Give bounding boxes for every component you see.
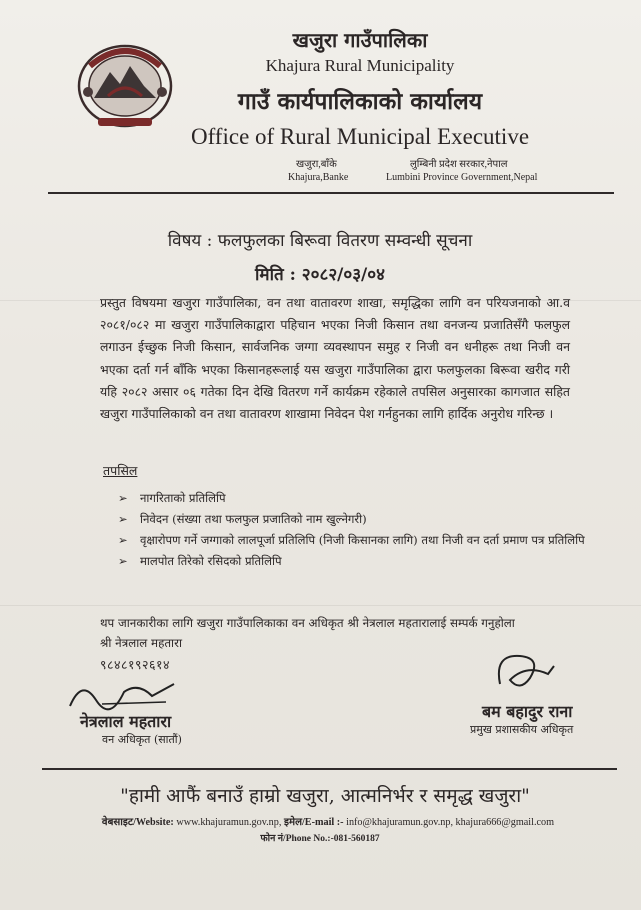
document-list	[118, 488, 588, 572]
municipality-name-english: Khajura Rural Municipality	[265, 56, 455, 75]
phone-number: -081-560187	[330, 834, 380, 844]
signatory-right-role: प्रमुख प्रशासकीय अधिकृत	[470, 723, 574, 736]
footer-slogan: "हामी आफैं बनाउँ हाम्रो खजुरा, आत्मनिर्भर र समृद्ध खजुरा"	[120, 785, 530, 807]
office-name-devanagari: गाउँ कार्यपालिकाको कार्यालय	[237, 88, 483, 115]
website-label: वेबसाइट/Website:	[101, 817, 174, 828]
phone-label: फोन नं/Phone No.:	[260, 834, 331, 844]
notice-subject: विषय : फलफुलका बिरूवा वितरण सम्वन्धी सूचना	[167, 231, 473, 251]
contact-name: श्री नेत्रलाल महतारा	[100, 636, 182, 650]
arrow-icon: ➢	[118, 533, 128, 547]
signature-right-icon	[490, 644, 560, 699]
address-right-english: Lumbini Province Government,Nepal	[386, 172, 538, 183]
header-divider	[48, 192, 614, 194]
list-heading: तपसिल	[103, 463, 138, 478]
notice-date: मिति : २०८२/०३/०४	[255, 265, 385, 285]
contact-text: थप जानकारीका लागि खजुरा गाउँपालिकाका वन अधिकृत श्री नेत्रलाल महतारालाई सम्पर्क गनुहोला	[100, 616, 515, 630]
address-left-english: Khajura,Banke	[288, 172, 349, 183]
email-label: इमेल/E-mail :-	[283, 817, 344, 828]
footer-contacts	[58, 814, 598, 828]
arrow-icon: ➢	[118, 491, 128, 505]
list-item: ➢ नागरिताको प्रतिलिपि	[118, 488, 588, 509]
signature-left-icon	[62, 674, 182, 714]
office-name-english: Office of Rural Municipal Executive	[190, 124, 530, 149]
signatory-left-name: नेत्रलाल महतारा	[80, 712, 172, 731]
website-link[interactable]: www.khajuramun.gov.np,	[176, 817, 282, 828]
signatory-left-role: वन अधिकृत (सातौं)	[102, 733, 182, 746]
footer-phone	[200, 831, 440, 844]
arrow-icon: ➢	[118, 554, 128, 568]
nepal-emblem-icon	[70, 36, 180, 132]
address-right-devanagari: लुम्बिनी प्रदेश सरकार,नेपाल	[410, 159, 508, 170]
paper-fold	[0, 605, 641, 606]
footer-divider	[42, 768, 617, 770]
list-item: ➢ मालपोत तिरेको रसिदको प्रतिलिपि	[118, 551, 588, 572]
email-link[interactable]: info@khajuramun.gov.np, khajura666@gmail.com	[346, 817, 555, 828]
municipality-name-devanagari: खजुरा गाउँपालिका	[292, 28, 428, 52]
notice-body: प्रस्तुत विषयमा खजुरा गाउँपालिका, वन तथा वातावरण शाखा, समृद्धिका लागि वन परियजनाको आ.व २०८१/०८२ मा खजुरा गाउँपालिकाद्वारा पहिचान भएका निजी किसान तथा वनजन्य प्रजातिसँगै फलफुल लगाउन ईच्छुक निजी किसान, सार्वजनिक जग्गा व्यवस्थापन समुह र निजी वन धनीहरू तथा निजी वन भएका दर्ता गर्न बाँकि भएका किसानहरूलाई यस खजुरा गाउँपालिका द्वारा फलफुलका बिरूवा खरीद गरी यहि २०८२ असार ०६ गतेका दिन देखि वितरण गर्ने कार्यक्रम रहेकाले तपसिल अनुसारका कागजात सहित खजुरा गाउँपालिकाको वन तथा वातावरण शाखामा निवेदन पेश गर्नहुनका लागि हार्दिक अनुरोध गरिन्छ ।	[100, 295, 570, 422]
arrow-icon: ➢	[118, 512, 128, 526]
list-item: ➢ वृक्षारोपण गर्ने जग्गाको लालपूर्जा प्रतिलिपि (निजी किसानका लागि) तथा निजी वन दर्ता प्रमाण पत्र प्रतिलिपि	[118, 530, 588, 551]
address-left-devanagari: खजुरा,बाँके	[296, 159, 337, 170]
signatory-right-name: बम बहादुर राना	[482, 702, 573, 721]
list-item: ➢ निवेदन (संख्या तथा फलफुल प्रजातिको नाम खुल्नेगरी)	[118, 509, 588, 530]
contact-phone: ९८४८१९२६१४	[100, 657, 171, 672]
